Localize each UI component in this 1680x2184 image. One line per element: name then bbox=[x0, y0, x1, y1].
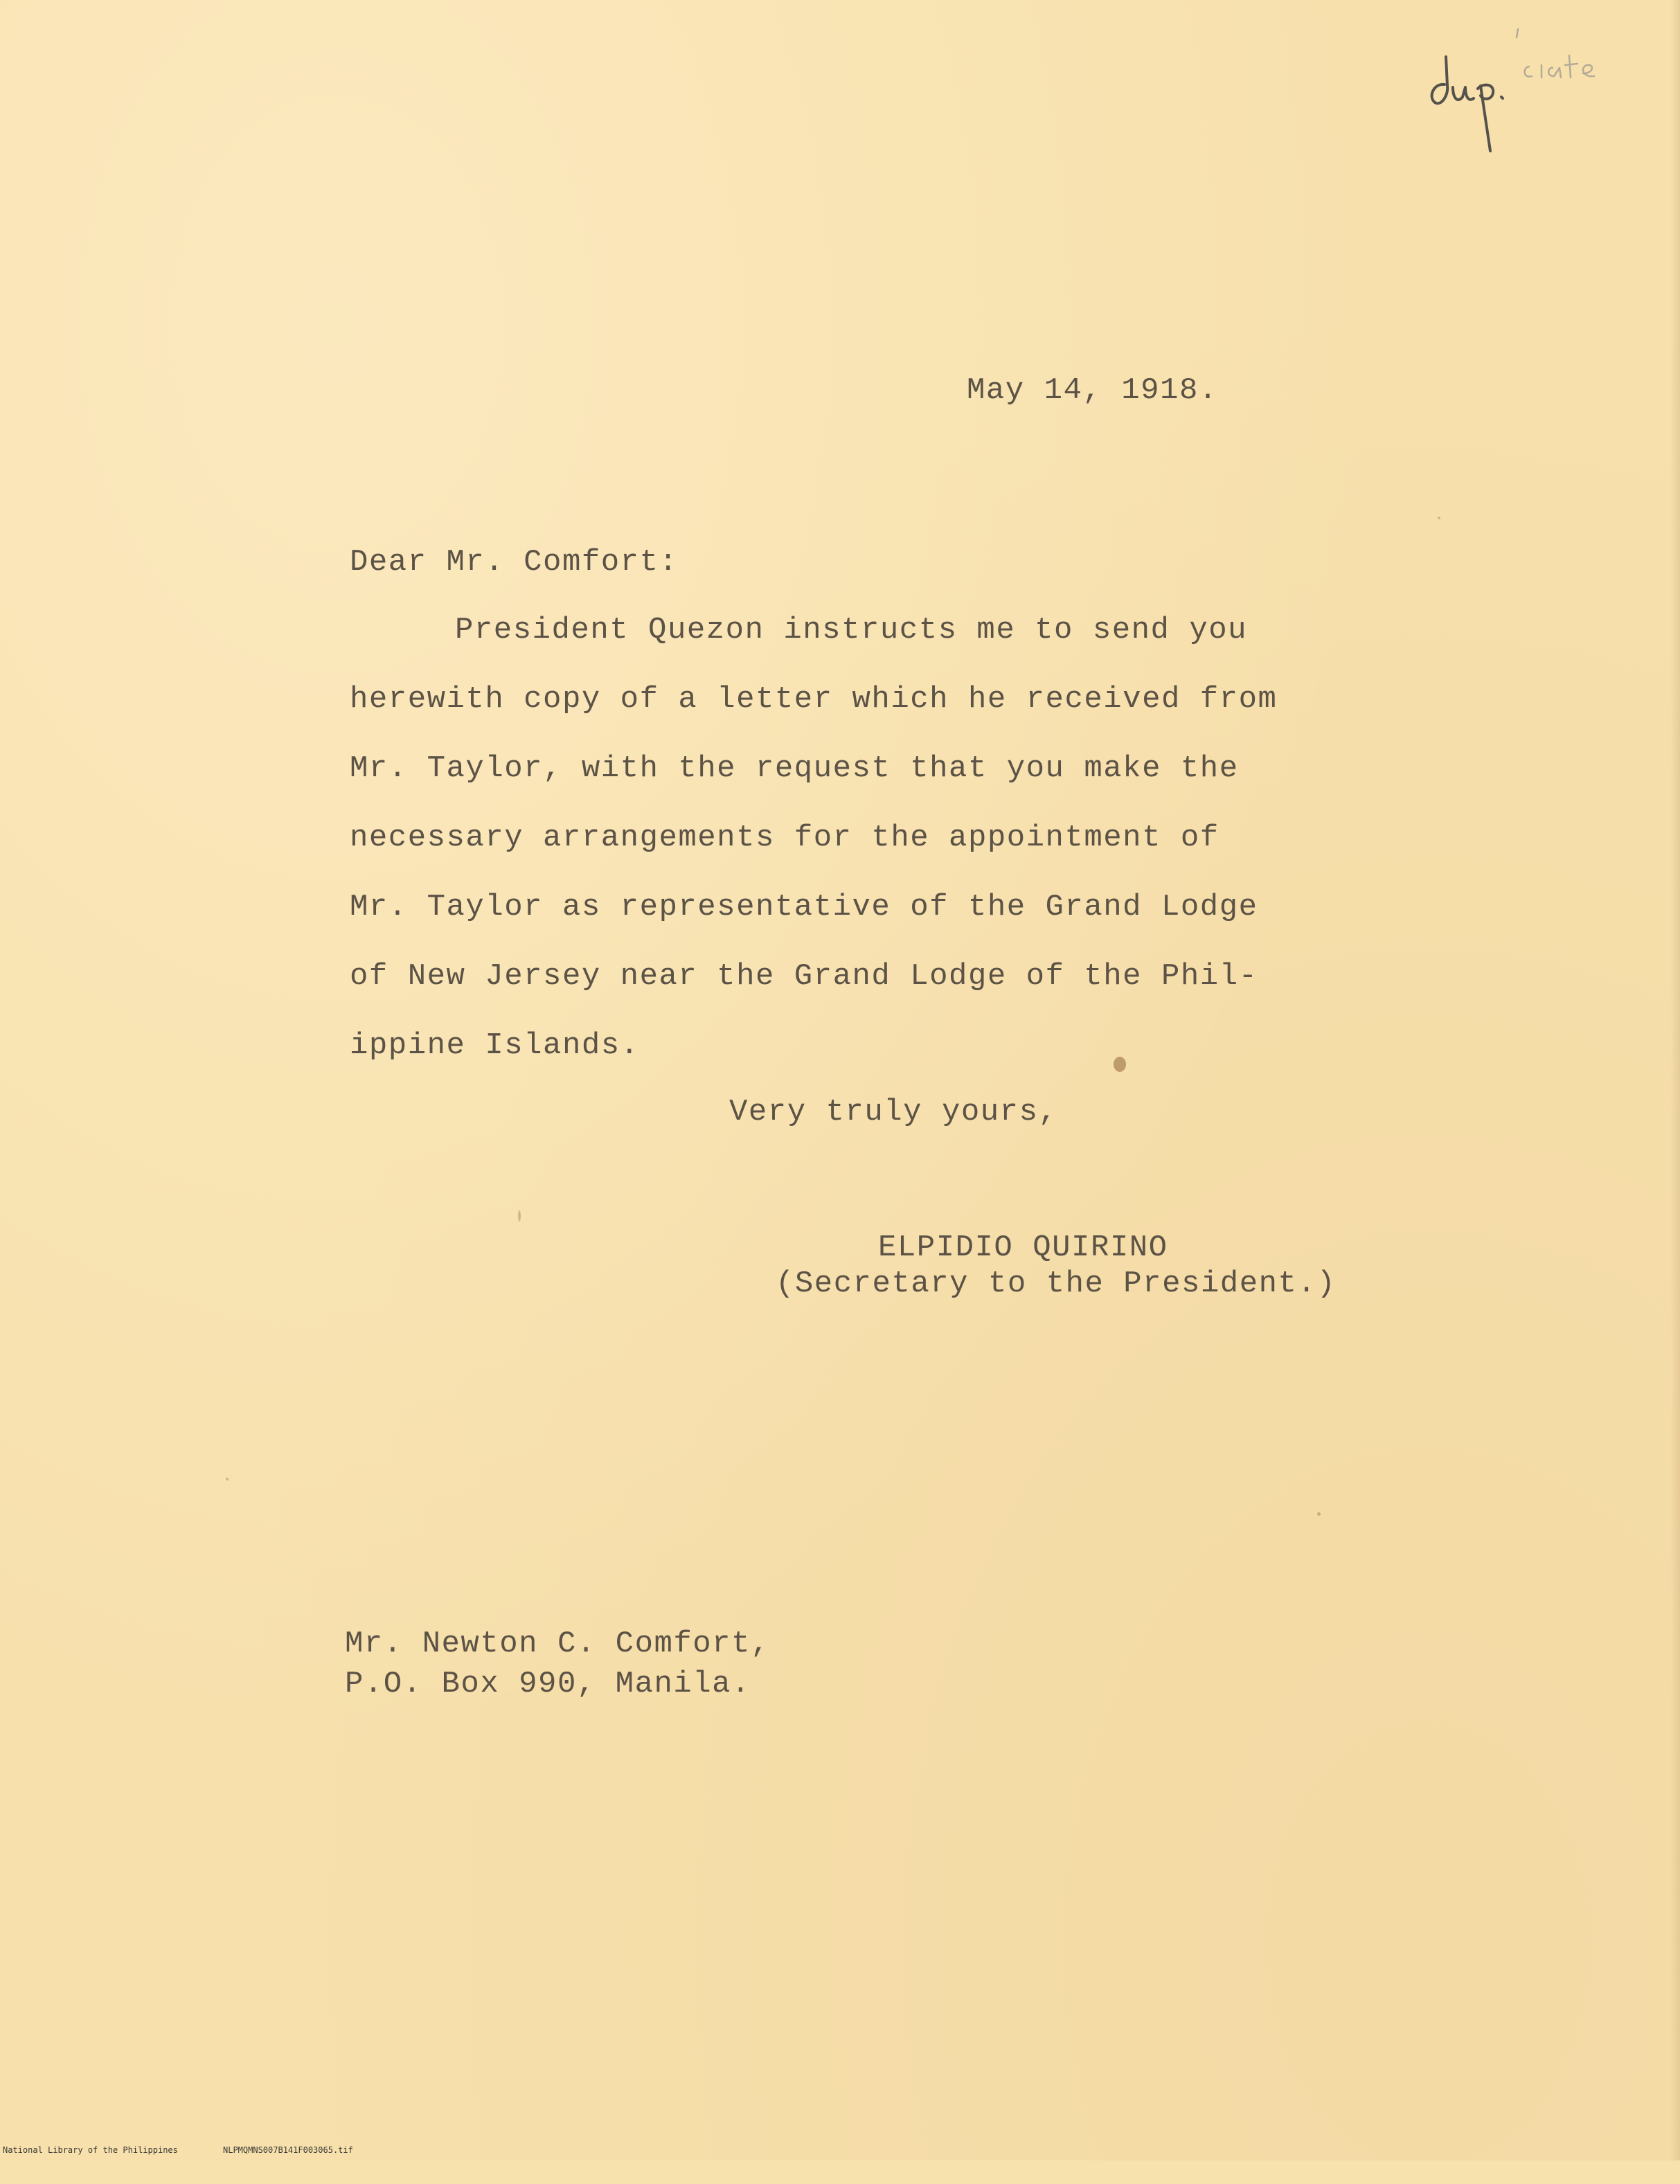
paper-speck bbox=[1438, 517, 1440, 519]
body-line-1: President Quezon instructs me to send you bbox=[455, 613, 1248, 647]
paper-speck bbox=[226, 1478, 229, 1480]
paper-edge-shadow bbox=[1670, 0, 1680, 2160]
footer-library: National Library of the Philippines bbox=[3, 2145, 178, 2155]
paper-speck bbox=[518, 1210, 521, 1221]
signatory-name: ELPIDIO QUIRINO bbox=[878, 1230, 1168, 1265]
body-line-7: ippine Islands. bbox=[350, 1028, 640, 1063]
handwritten-annotation bbox=[1413, 28, 1634, 166]
body-line-5: Mr. Taylor as representative of the Grand Lodge bbox=[350, 890, 1258, 924]
body-line-2: herewith copy of a letter which he received from bbox=[350, 682, 1278, 717]
archive-footer bbox=[0, 2145, 1680, 2158]
paper-speck bbox=[1317, 1512, 1321, 1516]
body-line-6: of New Jersey near the Grand Lodge of the Phil- bbox=[350, 959, 1258, 994]
body-line-3: Mr. Taylor, with the request that you make the bbox=[350, 751, 1239, 786]
closing: Very truly yours, bbox=[729, 1095, 1058, 1129]
recipient-name: Mr. Newton C. Comfort, bbox=[345, 1627, 770, 1661]
salutation: Dear Mr. Comfort: bbox=[350, 545, 679, 580]
letter-date: May 14, 1918. bbox=[967, 373, 1218, 408]
paper-stain bbox=[1114, 1057, 1126, 1072]
footer-filename: NLPMQMNS007B141F003065.tif bbox=[223, 2145, 353, 2155]
body-line-4: necessary arrangements for the appointment of bbox=[350, 821, 1219, 855]
recipient-address: P.O. Box 990, Manila. bbox=[345, 1667, 751, 1701]
signatory-title: (Secretary to the President.) bbox=[776, 1266, 1337, 1301]
